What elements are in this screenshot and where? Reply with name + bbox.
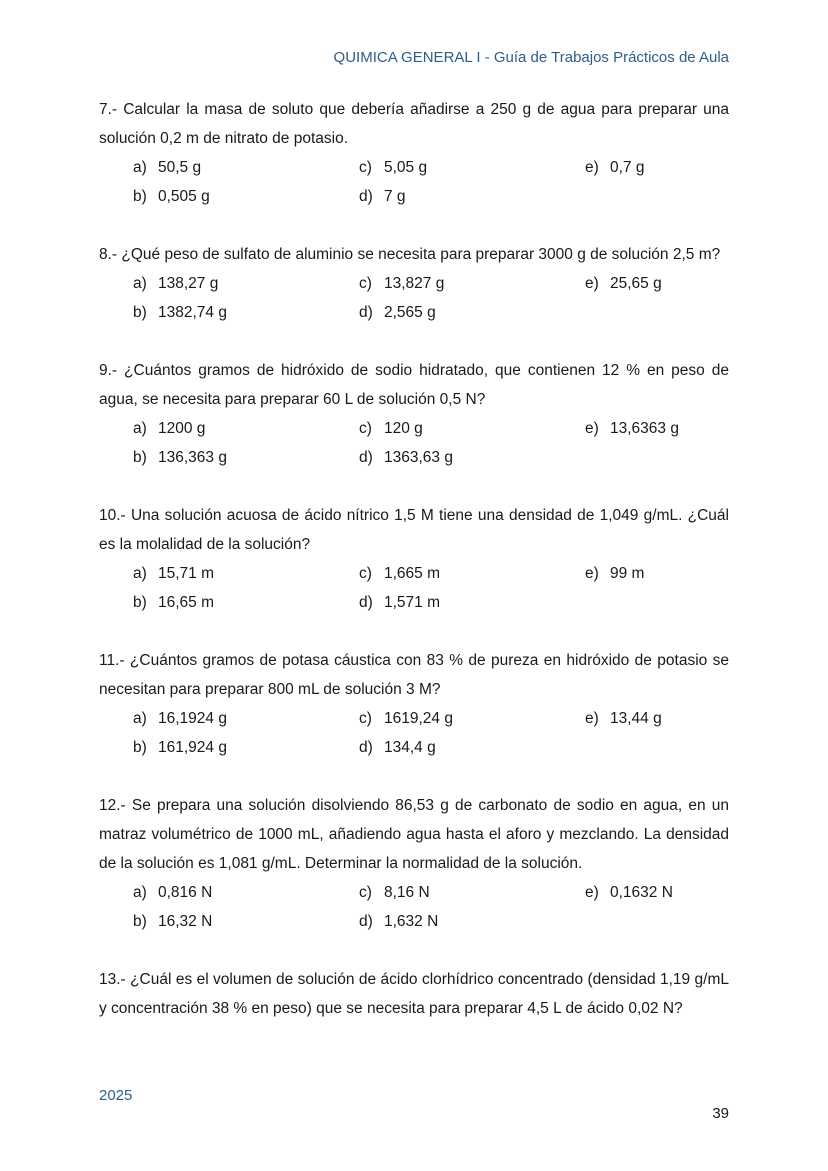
- answer-option: [133, 559, 359, 588]
- question-stem: 8.- ¿Qué peso de sulfato de aluminio se necesita para preparar 3000 g de solución 2,5 m?: [99, 246, 721, 263]
- option-letter: a): [133, 275, 147, 292]
- answer-option: [585, 269, 763, 298]
- option-letter: b): [133, 449, 147, 466]
- option-text: 2,565 g: [384, 304, 436, 321]
- option-letter: e): [585, 420, 599, 437]
- answer-options: [99, 878, 729, 936]
- option-letter: c): [359, 710, 372, 727]
- option-letter: a): [133, 884, 147, 901]
- option-letter: e): [585, 275, 599, 292]
- question-stem: 11.- ¿Cuántos gramos de potasa cáustica con 83 % de pureza en hidróxido de potasio se necesitan para preparar 800 mL de solución 3 M?: [99, 652, 729, 698]
- question-item: [99, 965, 729, 1023]
- option-text: 0,1632 N: [610, 884, 673, 901]
- option-letter: b): [133, 188, 147, 205]
- answer-option: [133, 182, 359, 211]
- page-number: 39: [712, 1105, 729, 1122]
- answer-option: [359, 733, 585, 762]
- option-text: 13,827 g: [384, 275, 445, 292]
- option-letter: e): [585, 159, 599, 176]
- question-stem: 7.- Calcular la masa de soluto que debería añadirse a 250 g de agua para preparar una solución 0,2 m de nitrato de potasio.: [99, 101, 729, 147]
- answer-option: [585, 559, 763, 588]
- option-letter: b): [133, 304, 147, 321]
- answer-option: [359, 559, 585, 588]
- option-text: 1,632 N: [384, 913, 439, 930]
- option-letter: e): [585, 884, 599, 901]
- document-header-title: QUIMICA GENERAL I - Guía de Trabajos Prácticos de Aula: [333, 49, 729, 66]
- option-letter: c): [359, 275, 372, 292]
- answer-option: [133, 878, 359, 907]
- answer-option: [133, 153, 359, 182]
- answer-option: [359, 153, 585, 182]
- answer-option: [133, 269, 359, 298]
- answer-option: [359, 907, 585, 936]
- option-text: 5,05 g: [384, 159, 428, 176]
- question-stem: 12.- Se prepara una solución disolviendo 86,53 g de carbonato de sodio en agua, en un matraz volumétrico de 1000 mL, añadiendo agua hasta el aforo y mezclando. La densidad de la solución es 1,081 g/mL. Determinar la normalidad de la solución.: [99, 797, 729, 872]
- option-text: 136,363 g: [158, 449, 227, 466]
- option-text: 50,5 g: [158, 159, 202, 176]
- option-text: 1,571 m: [384, 594, 441, 611]
- option-text: 16,32 N: [158, 913, 213, 930]
- answer-option: [359, 182, 585, 211]
- option-letter: c): [359, 159, 372, 176]
- option-text: 16,1924 g: [158, 710, 227, 727]
- option-text: 0,816 N: [158, 884, 213, 901]
- answer-option: [359, 588, 585, 617]
- option-letter: d): [359, 739, 373, 756]
- option-letter: c): [359, 420, 372, 437]
- option-text: 161,924 g: [158, 739, 227, 756]
- answer-option: [133, 298, 359, 327]
- option-text: 8,16 N: [384, 884, 430, 901]
- answer-option: [133, 414, 359, 443]
- answer-option: [133, 907, 359, 936]
- option-letter: d): [359, 913, 373, 930]
- answer-options: [99, 414, 729, 472]
- question-item: [99, 791, 729, 936]
- option-letter: d): [359, 304, 373, 321]
- answer-option: [585, 153, 763, 182]
- option-letter: d): [359, 188, 373, 205]
- option-text: 0,7 g: [610, 159, 645, 176]
- question-item: [99, 501, 729, 617]
- answer-option: [133, 443, 359, 472]
- option-letter: c): [359, 884, 372, 901]
- question-item: [99, 356, 729, 472]
- answer-options: [99, 704, 729, 762]
- option-letter: b): [133, 594, 147, 611]
- answer-option: [359, 269, 585, 298]
- option-text: 1619,24 g: [384, 710, 453, 727]
- questions-list: [99, 95, 729, 1052]
- option-letter: b): [133, 739, 147, 756]
- footer-year: 2025: [99, 1087, 133, 1104]
- answer-options: [99, 269, 729, 327]
- option-text: 99 m: [610, 565, 645, 582]
- option-letter: a): [133, 159, 147, 176]
- option-letter: a): [133, 710, 147, 727]
- option-text: 138,27 g: [158, 275, 219, 292]
- option-text: 1382,74 g: [158, 304, 227, 321]
- answer-option: [585, 414, 763, 443]
- question-item: [99, 646, 729, 762]
- option-text: 1,665 m: [384, 565, 441, 582]
- question-stem: 13.- ¿Cuál es el volumen de solución de ácido clorhídrico concentrado (densidad 1,19 g/mL y concentración 38 % en peso) que se necesita para preparar 4,5 L de ácido 0,02 N?: [99, 971, 729, 1017]
- option-text: 13,44 g: [610, 710, 662, 727]
- answer-options: [99, 153, 729, 211]
- answer-options: [99, 559, 729, 617]
- answer-option: [133, 733, 359, 762]
- answer-option: [359, 704, 585, 733]
- answer-option: [585, 878, 763, 907]
- answer-option: [133, 588, 359, 617]
- answer-option: [359, 443, 585, 472]
- answer-option: [359, 298, 585, 327]
- option-text: 15,71 m: [158, 565, 215, 582]
- question-stem: 10.- Una solución acuosa de ácido nítrico 1,5 M tiene una densidad de 1,049 g/mL. ¿Cuál es la molalidad de la solución?: [99, 507, 729, 553]
- option-text: 25,65 g: [610, 275, 662, 292]
- option-letter: e): [585, 710, 599, 727]
- option-letter: d): [359, 449, 373, 466]
- option-text: 16,65 m: [158, 594, 215, 611]
- option-text: 7 g: [384, 188, 406, 205]
- answer-option: [133, 704, 359, 733]
- option-letter: a): [133, 565, 147, 582]
- question-item: [99, 95, 729, 211]
- option-text: 13,6363 g: [610, 420, 679, 437]
- option-letter: b): [133, 913, 147, 930]
- option-text: 1363,63 g: [384, 449, 453, 466]
- answer-option: [585, 704, 763, 733]
- option-letter: d): [359, 594, 373, 611]
- option-text: 0,505 g: [158, 188, 210, 205]
- option-letter: a): [133, 420, 147, 437]
- option-letter: e): [585, 565, 599, 582]
- answer-option: [359, 878, 585, 907]
- option-letter: c): [359, 565, 372, 582]
- option-text: 120 g: [384, 420, 423, 437]
- option-text: 1200 g: [158, 420, 206, 437]
- answer-option: [359, 414, 585, 443]
- option-text: 134,4 g: [384, 739, 436, 756]
- question-item: [99, 240, 729, 327]
- question-stem: 9.- ¿Cuántos gramos de hidróxido de sodio hidratado, que contienen 12 % en peso de agua, se necesita para preparar 60 L de solución 0,5 N?: [99, 362, 729, 408]
